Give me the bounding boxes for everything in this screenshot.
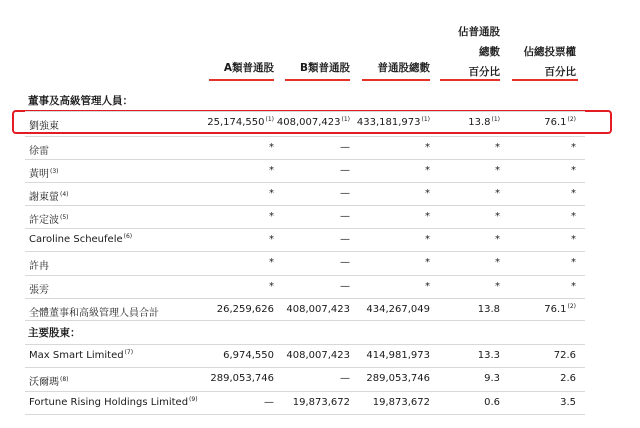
holder-name	[29, 188, 69, 203]
total-shares-value: 434,267,049	[366, 304, 430, 315]
share-percentage-value: *	[495, 257, 500, 268]
class-b-shares-value: —	[340, 257, 350, 268]
table-row	[0, 117, 640, 137]
class-b-shares-value: —	[340, 211, 350, 222]
total-shares-value: *	[425, 165, 430, 176]
class-a-shares-value: *	[269, 257, 274, 268]
voting-percentage-value: *	[571, 188, 576, 199]
holder-name-value: 許冉	[29, 261, 49, 272]
voting-percentage-value: *	[571, 211, 576, 222]
class-a-shares	[210, 373, 274, 384]
class-a-shares	[269, 165, 274, 176]
share-percentage	[495, 142, 500, 153]
voting-percentage	[571, 165, 576, 176]
voting-percentage	[544, 117, 576, 128]
total-shares-value: *	[425, 234, 430, 245]
total-shares	[366, 304, 430, 315]
class-a-shares	[269, 142, 274, 153]
share-percentage-value: *	[495, 234, 500, 245]
total-shares-value: *	[425, 281, 430, 292]
class-b-shares	[340, 281, 350, 292]
row-divider	[25, 111, 585, 112]
holder-name-value: 徐雷	[29, 146, 49, 157]
voting-percentage	[571, 211, 576, 222]
header-share-percentage-line1: 佔普通股	[458, 26, 500, 38]
holder-name	[29, 234, 132, 245]
holder-name-value: 沃爾瑪	[29, 377, 59, 388]
footnote-marker: (8)	[60, 375, 69, 383]
total-shares-value: 289,053,746	[366, 373, 430, 384]
total-shares-value: *	[425, 211, 430, 222]
voting-percentage-value: *	[571, 142, 576, 153]
class-a-shares	[269, 188, 274, 199]
class-b-shares	[340, 234, 350, 245]
class-b-shares	[340, 142, 350, 153]
footnote-marker: (1)	[341, 115, 350, 123]
class-b-shares-value: 408,007,423	[286, 304, 350, 315]
header-voting-percentage-line2: 百分比	[544, 66, 576, 78]
table-row	[0, 257, 640, 277]
row-divider	[25, 391, 585, 392]
footnote-marker: (1)	[491, 115, 500, 123]
row-divider	[25, 251, 585, 252]
total-shares	[373, 397, 430, 408]
share-percentage-value: 0.6	[484, 397, 500, 408]
voting-percentage-value: 72.6	[553, 350, 576, 361]
class-b-shares-value: —	[340, 373, 350, 384]
footnote-marker: (1)	[421, 115, 430, 123]
class-a-shares	[269, 281, 274, 292]
holder-name	[29, 211, 69, 226]
class-a-shares-value: —	[264, 397, 274, 408]
class-a-shares-value: 25,174,550	[207, 117, 265, 128]
header-class-a: A類普通股	[223, 62, 274, 74]
voting-percentage	[571, 281, 576, 292]
row-divider	[25, 228, 585, 229]
holder-name	[29, 397, 198, 408]
class-b-shares-value: —	[340, 188, 350, 199]
class-a-shares-value: *	[269, 142, 274, 153]
class-a-shares	[217, 304, 274, 315]
voting-percentage	[560, 373, 576, 384]
class-a-shares-value: *	[269, 211, 274, 222]
table-row	[0, 373, 640, 393]
class-b-shares-value: 408,007,423	[286, 350, 350, 361]
class-a-shares-value: 26,259,626	[216, 304, 274, 315]
holder-name-value: Caroline Scheufele	[29, 234, 123, 245]
class-a-shares-value: 289,053,746	[210, 373, 274, 384]
voting-percentage-value: 3.5	[560, 397, 576, 408]
header-rule-2	[285, 79, 350, 81]
holder-name-value: 張雱	[29, 285, 49, 296]
voting-percentage-value: *	[571, 165, 576, 176]
class-b-shares-value: —	[340, 142, 350, 153]
voting-percentage-value: 76.1	[544, 304, 567, 315]
header-voting-percentage	[524, 42, 577, 82]
footnote-marker: (3)	[50, 167, 59, 175]
share-percentage-value: 13.8	[468, 117, 491, 128]
footnote-marker: (2)	[567, 302, 576, 310]
class-a-shares	[269, 257, 274, 268]
total-shares-value: *	[425, 188, 430, 199]
holder-name-value: 劉強東	[29, 121, 59, 132]
total-shares	[425, 188, 430, 199]
share-percentage-value: *	[495, 188, 500, 199]
voting-percentage	[554, 350, 576, 361]
header-share-percentage-line2: 總數	[479, 46, 500, 58]
share-percentage	[495, 188, 500, 199]
total-shares-value: 433,181,973	[356, 117, 421, 128]
holder-name	[29, 142, 49, 157]
total-shares	[425, 281, 430, 292]
class-b-shares	[340, 373, 350, 384]
holder-name	[29, 257, 49, 272]
share-percentage	[478, 304, 500, 315]
class-b-shares	[277, 117, 350, 128]
share-percentage	[495, 165, 500, 176]
class-a-shares	[264, 397, 274, 408]
class-a-shares	[269, 234, 274, 245]
holder-name	[29, 373, 69, 388]
holder-name	[29, 281, 49, 296]
footnote-marker: (6)	[123, 232, 133, 240]
share-percentage-value: *	[495, 211, 500, 222]
row-divider	[25, 182, 585, 183]
total-shares	[425, 142, 430, 153]
class-a-shares	[207, 117, 274, 128]
class-b-shares-value: 408,007,423	[276, 117, 341, 128]
share-percentage	[495, 234, 500, 245]
total-shares-value: *	[425, 142, 430, 153]
share-percentage	[495, 257, 500, 268]
share-percentage	[495, 281, 500, 292]
section-shareholders-title: 主要股東：	[28, 327, 81, 339]
row-divider	[25, 275, 585, 276]
section-directors-title: 董事及高級管理人員：	[28, 95, 133, 107]
class-a-shares	[269, 211, 274, 222]
header-share-percentage	[458, 22, 500, 82]
footnote-marker: (5)	[60, 213, 69, 221]
footnote-marker: (2)	[567, 115, 576, 123]
row-divider	[25, 159, 585, 160]
voting-percentage	[571, 188, 576, 199]
total-shares	[366, 373, 430, 384]
header-total-shares: 普通股總數	[377, 62, 430, 74]
total-shares-value: 414,981,973	[366, 350, 430, 361]
row-divider	[25, 205, 585, 206]
footnote-marker: (7)	[124, 348, 134, 356]
share-percentage	[478, 350, 500, 361]
row-divider	[25, 414, 585, 415]
voting-percentage-value: *	[571, 281, 576, 292]
header-class-b: B類普通股	[299, 62, 350, 74]
holder-name	[29, 117, 59, 132]
row-divider	[25, 320, 585, 321]
class-b-shares-value: 19,873,672	[292, 397, 350, 408]
header-voting-percentage-line1: 佔總投票權	[523, 46, 576, 58]
holder-name	[29, 350, 133, 361]
holder-name	[29, 304, 159, 319]
class-b-shares	[340, 188, 350, 199]
class-a-shares-value: *	[269, 188, 274, 199]
class-a-shares-value: *	[269, 165, 274, 176]
voting-percentage	[571, 257, 576, 268]
total-shares-value: *	[425, 257, 430, 268]
share-percentage	[484, 397, 500, 408]
table-row	[0, 304, 640, 324]
header-rule-5	[512, 79, 578, 81]
holder-name-value: 許定波	[29, 215, 59, 226]
class-b-shares	[293, 397, 350, 408]
class-b-shares	[340, 165, 350, 176]
holder-name-value: 黃明	[29, 169, 49, 180]
holder-name-value: 謝東螢	[29, 192, 59, 203]
class-b-shares	[286, 350, 350, 361]
class-a-shares-value: *	[269, 234, 274, 245]
voting-percentage-value: 2.6	[560, 373, 576, 384]
total-shares	[357, 117, 430, 128]
row-divider	[25, 367, 585, 368]
voting-percentage	[544, 304, 576, 315]
header-rule-1	[209, 79, 274, 81]
total-shares	[425, 165, 430, 176]
total-shares-value: 19,873,672	[372, 397, 430, 408]
class-a-shares	[223, 350, 274, 361]
voting-percentage	[571, 142, 576, 153]
share-percentage	[495, 211, 500, 222]
class-a-shares-value: *	[269, 281, 274, 292]
voting-percentage-value: 76.1	[544, 117, 567, 128]
total-shares	[425, 211, 430, 222]
holder-name-value: 全體董事和高級管理人員合計	[29, 308, 159, 319]
class-b-shares	[340, 257, 350, 268]
class-b-shares	[340, 211, 350, 222]
header-rule-3	[362, 79, 430, 81]
footnote-marker: (4)	[60, 190, 69, 198]
share-percentage-value: 9.3	[484, 373, 500, 384]
footnote-marker: (9)	[189, 395, 198, 403]
class-b-shares-value: —	[340, 281, 350, 292]
holder-name-value: Fortune Rising Holdings Limited	[29, 397, 189, 408]
voting-percentage-value: *	[571, 234, 576, 245]
header-rule-4	[440, 79, 500, 81]
row-divider	[25, 136, 585, 137]
share-percentage-value: *	[495, 281, 500, 292]
share-percentage-value: *	[495, 142, 500, 153]
share-percentage-value: 13.8	[477, 304, 500, 315]
total-shares	[425, 234, 430, 245]
total-shares	[366, 350, 430, 361]
holder-name-value: Max Smart Limited	[29, 350, 124, 361]
footnote-marker: (1)	[265, 115, 274, 123]
voting-percentage-value: *	[571, 257, 576, 268]
share-percentage	[484, 373, 500, 384]
class-b-shares-value: —	[340, 234, 350, 245]
share-percentage-value: 13.3	[477, 350, 500, 361]
class-b-shares	[286, 304, 350, 315]
share-percentage	[468, 117, 500, 128]
total-shares	[425, 257, 430, 268]
voting-percentage	[571, 234, 576, 245]
voting-percentage	[560, 397, 576, 408]
class-b-shares-value: —	[340, 165, 350, 176]
share-percentage-value: *	[495, 165, 500, 176]
header-share-percentage-line3: 百分比	[468, 66, 500, 78]
row-divider	[25, 298, 585, 299]
holder-name	[29, 165, 59, 180]
row-divider	[25, 344, 585, 345]
class-a-shares-value: 6,974,550	[223, 350, 274, 361]
